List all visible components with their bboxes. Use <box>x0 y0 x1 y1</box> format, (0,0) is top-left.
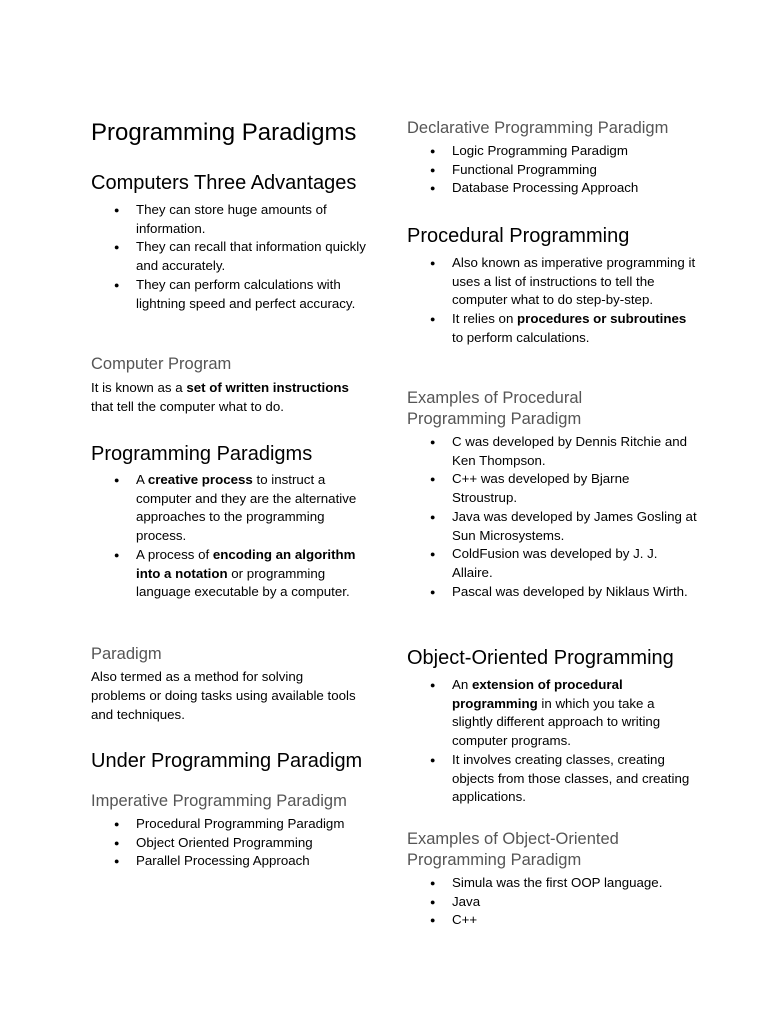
heading-under-programming-paradigm: Under Programming Paradigm <box>91 750 363 772</box>
list-item: ● ColdFusion was developed by J. J. Allaire. <box>407 545 697 582</box>
heading-examples-procedural: Examples of Procedural Programming Paradigm <box>407 389 583 428</box>
heading-computer-program: Computer Program <box>91 355 232 373</box>
list-item: ● C++ was developed by Bjarne Stroustrup. <box>407 470 697 507</box>
list-item: ● Java was developed by James Gosling at Sun Microsystems. <box>407 508 697 545</box>
list-item: ● They can store huge amounts of information. <box>91 201 371 238</box>
text-run: An <box>452 677 472 692</box>
bold-text: encoding an algorithm into a notation <box>136 546 356 581</box>
list-item: ● Object Oriented Programming <box>91 834 381 853</box>
list-item: ● Also known as imperative programming it uses a list of instructions to tell the computer what to do step-by-step. <box>407 254 697 310</box>
text-run: It relies on <box>452 311 518 327</box>
oop-list <box>407 676 697 807</box>
text-run: that tell the computer what to do. <box>91 399 284 414</box>
list-item: ● Database Processing Approach <box>407 179 697 198</box>
list-item: ● Logic Programming Paradigm <box>407 142 697 161</box>
text-run: A process of <box>136 546 213 562</box>
heading-object-oriented-programming: Object-Oriented Programming <box>407 647 674 669</box>
list-item: ● They can perform calculations with lightning speed and perfect accuracy. <box>91 276 371 313</box>
heading-procedural-programming: Procedural Programming <box>407 225 630 247</box>
list-item: ● Functional Programming <box>407 161 697 180</box>
text-run: in which you take a slightly different approach to writing computer programs. <box>452 695 661 749</box>
bold-text: extension of procedural programming <box>452 677 623 711</box>
procedural-examples-list <box>407 433 697 601</box>
list-item <box>91 471 371 546</box>
bold-text: set of written instructions <box>186 380 349 395</box>
list-item: ● It involves creating classes, creating objects from those classes, and creating applications. <box>407 751 697 807</box>
list-item: ● Parallel Processing Approach <box>91 852 381 871</box>
list-item: ● C++ <box>407 911 697 930</box>
heading-imperative-programming-paradigm: Imperative Programming Paradigm <box>91 792 347 810</box>
heading-computers-three-advantages: Computers Three Advantages <box>91 172 357 194</box>
list-item <box>91 546 371 602</box>
computer-program-text <box>91 378 371 416</box>
text-run: to instruct a computer and they are the alternative approaches to the programming process. <box>136 472 357 544</box>
paradigms-list <box>91 471 371 602</box>
list-item: ● Procedural Programming Paradigm <box>91 815 381 834</box>
heading-examples-oop: Examples of Object-Oriented Programming Paradigm <box>407 830 619 869</box>
text-run: A <box>136 472 148 487</box>
imperative-list <box>91 815 381 871</box>
document-title: Programming Paradigms <box>91 119 357 146</box>
list-item: ● Java <box>407 893 697 912</box>
list-item: ● They can recall that information quickly and accurately. <box>91 238 371 275</box>
heading-declarative-programming-paradigm: Declarative Programming Paradigm <box>407 119 669 137</box>
heading-paradigm: Paradigm <box>91 645 162 663</box>
list-item <box>407 310 697 347</box>
oop-examples-list <box>407 874 697 930</box>
advantages-list <box>91 201 371 313</box>
bold-text: creative process <box>147 472 253 487</box>
declarative-list <box>407 142 697 198</box>
text-run: It is known as a <box>91 380 187 395</box>
bold-text: procedures or subroutines <box>517 311 687 327</box>
paradigm-text: Also termed as a method for solving problems or doing tasks using available tools and techniques. <box>91 669 356 722</box>
list-item: ● Simula was the first OOP language. <box>407 874 697 893</box>
list-item <box>407 676 697 751</box>
text-run: or programming language executable by a computer. <box>136 565 350 600</box>
list-item: ● Pascal was developed by Niklaus Wirth. <box>407 583 697 602</box>
procedural-list <box>407 254 697 348</box>
text-run: to perform calculations. <box>452 329 590 345</box>
list-item: ● C was developed by Dennis Ritchie and Ken Thompson. <box>407 433 697 470</box>
heading-programming-paradigms: Programming Paradigms <box>91 443 313 465</box>
